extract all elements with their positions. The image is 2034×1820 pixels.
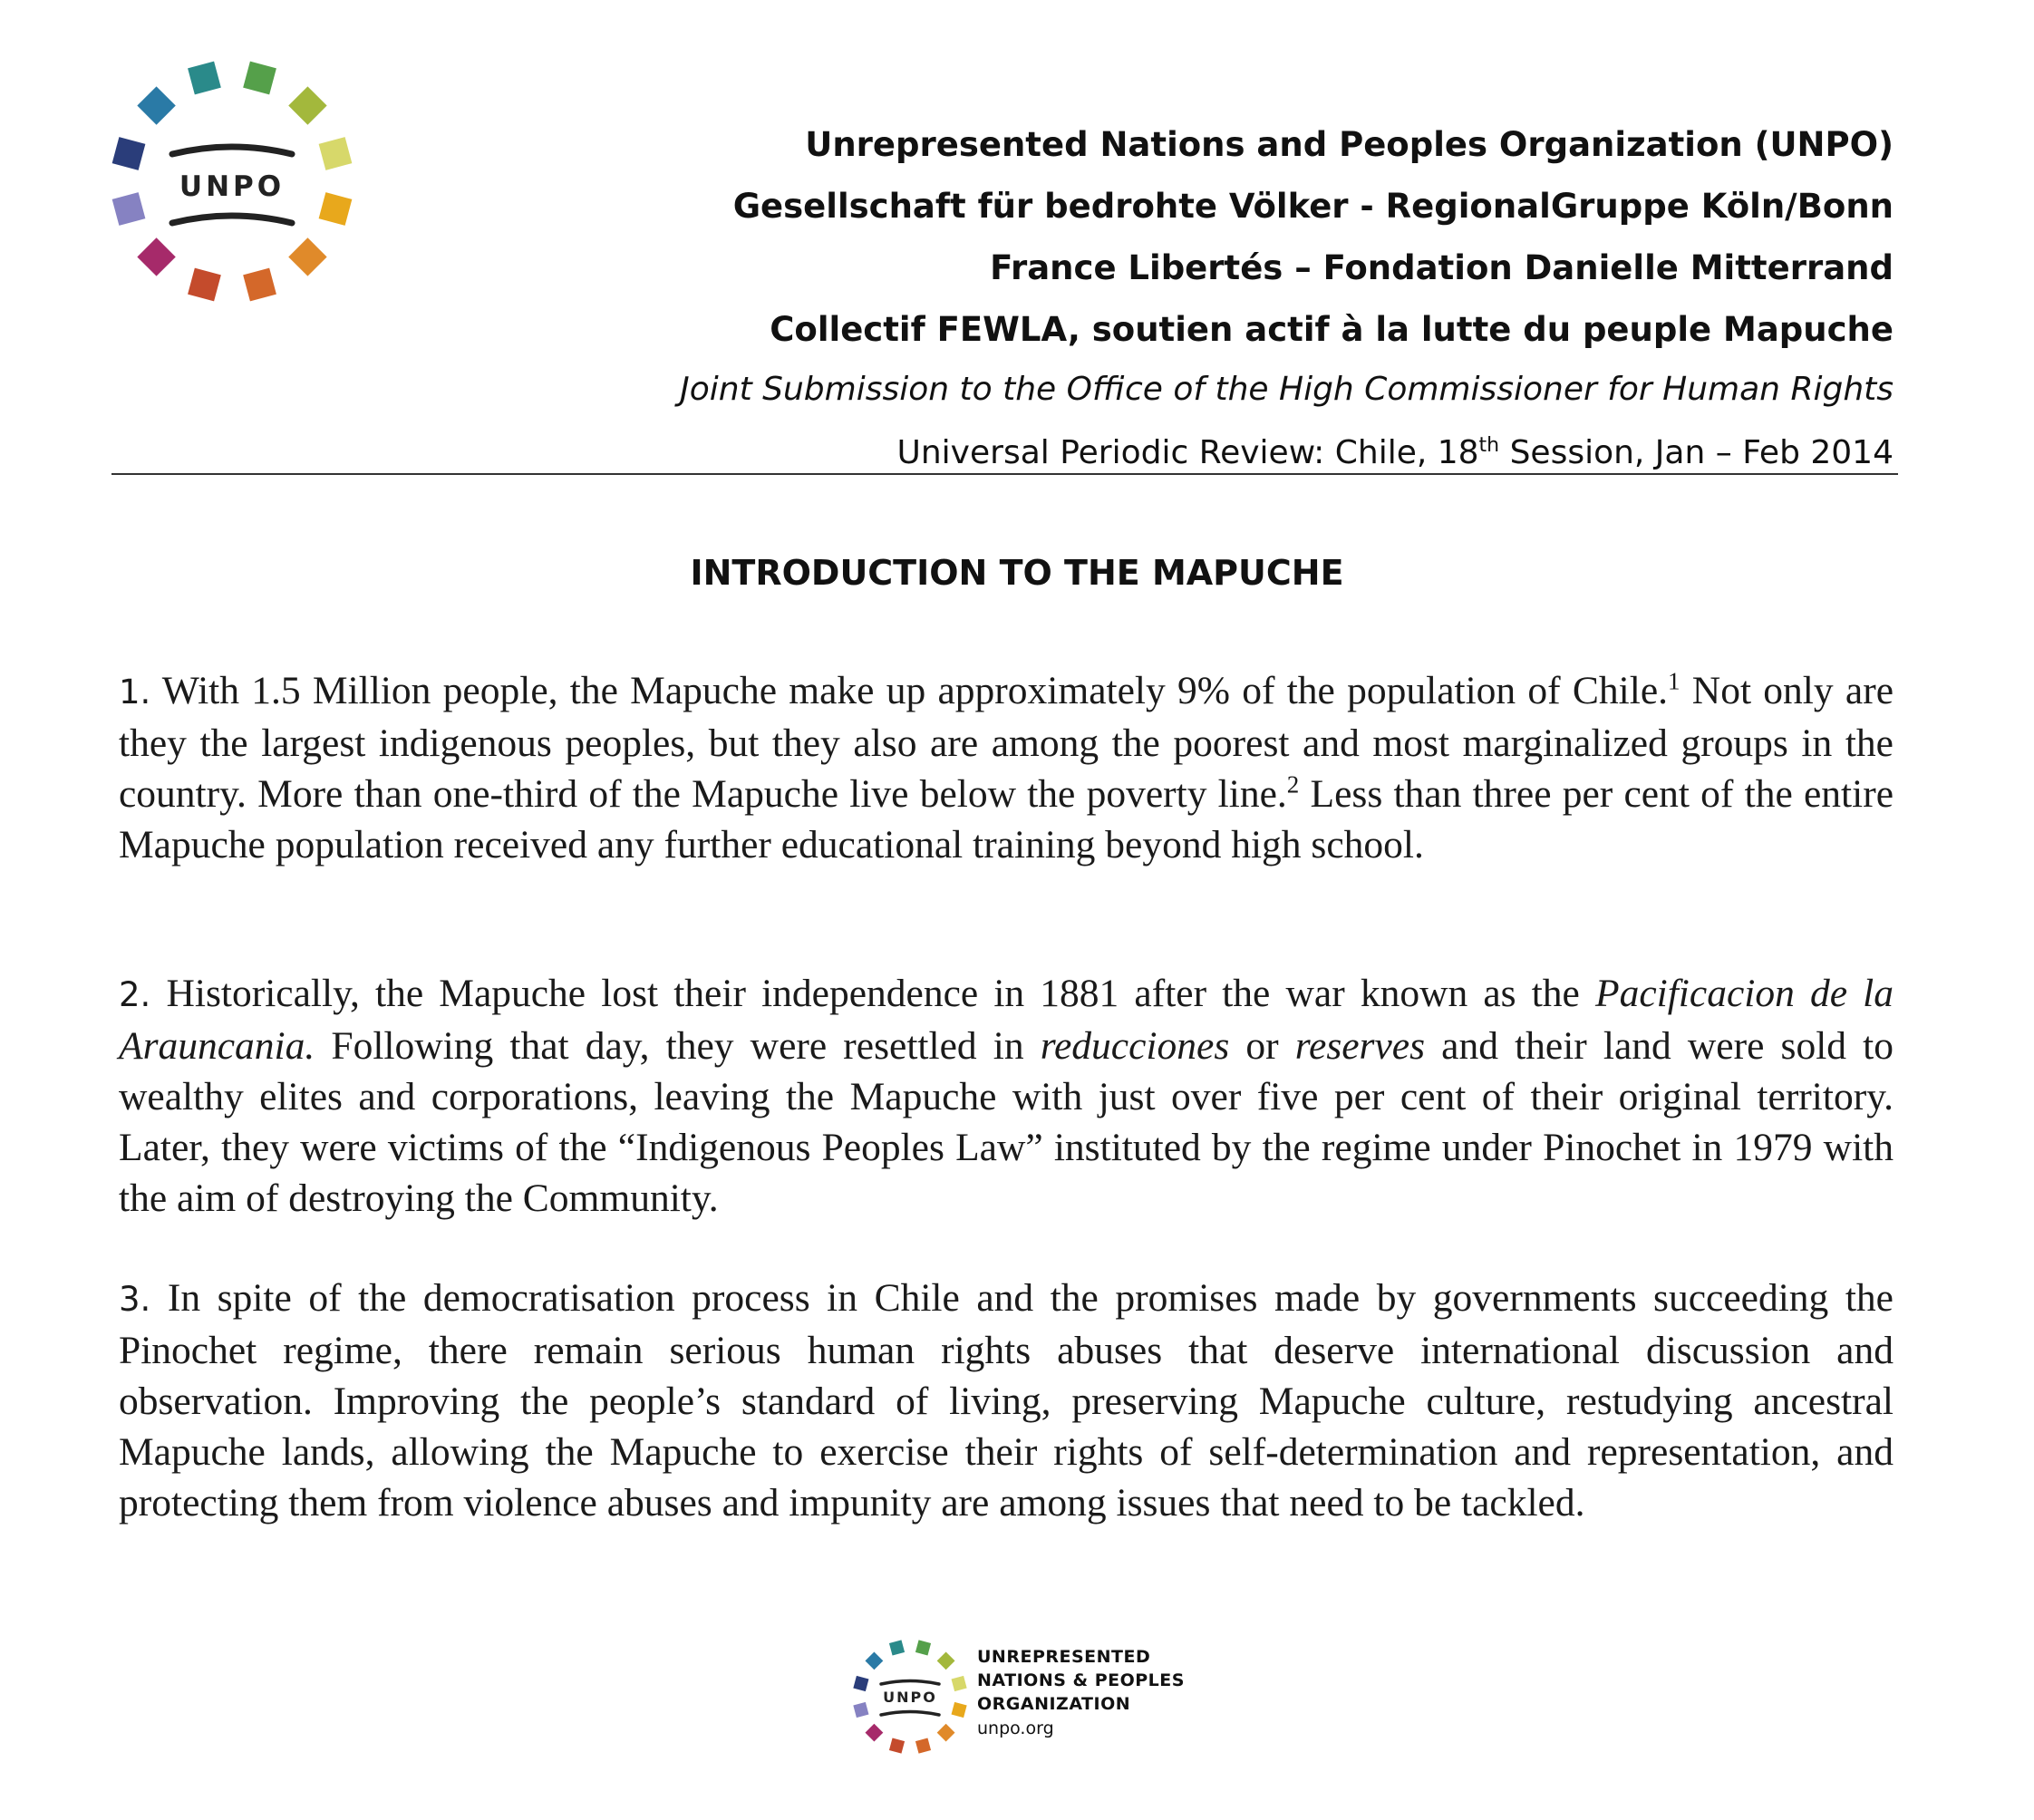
logo-ring-square bbox=[112, 192, 146, 226]
submission-line: Joint Submission to the Office of the High Commissioner for Human Rights bbox=[680, 371, 1894, 408]
logo-ring-square bbox=[937, 1652, 955, 1670]
unpo-logo bbox=[109, 56, 355, 310]
logo-ring-square bbox=[243, 62, 276, 95]
logo-ring-square bbox=[915, 1640, 931, 1655]
footnote-ref[interactable]: 1 bbox=[1668, 667, 1680, 695]
logo-ring-square bbox=[889, 1738, 905, 1754]
logo-ring-square bbox=[915, 1738, 931, 1754]
logo-ring-square bbox=[952, 1702, 967, 1718]
org-line: Collectif FEWLA, soutien actif à la lutte du peuple Mapuche bbox=[770, 310, 1894, 349]
footer-logo-ring bbox=[847, 1633, 973, 1760]
unpo-logo-ring bbox=[109, 56, 355, 310]
logo-ring-square bbox=[319, 192, 353, 226]
logo-ring-square bbox=[319, 137, 353, 170]
logo-ring-square bbox=[288, 237, 326, 276]
footer-unpo-logo bbox=[847, 1633, 973, 1760]
org-line: Gesellschaft für bedrohte Völker - RegionalGruppe Köln/Bonn bbox=[732, 187, 1894, 226]
paragraph-3: 3. In spite of the democratisation process in Chile and the promises made by governments succeeding the Pinochet regime, there remain serious human rights abuses that deserve international discussion and observation. Improving the people’s standard of living, preserving Mapuche culture, restudying ancestral Mapuche lands, allowing the Mapuche to exercise their rights of self-determination and representation, and protecting them from violence abuses and impunity are among issues that need to be tackled. bbox=[119, 1276, 1894, 1525]
logo-ring-square bbox=[137, 237, 175, 276]
footer-logo-wordmark: UNPO bbox=[883, 1689, 937, 1706]
paragraph-1: 1. With 1.5 Million people, the Mapuche make up approximately 9% of the population of Chile.$^1$ Not only are they the largest indigenous peoples, but they also are among the poorest and most marginalized groups in the country. More than one-third of the Mapuche live below the poverty line.$^2$ Less than three per cent of the entire Mapuche population received any further educational training beyond high school. bbox=[119, 667, 1894, 866]
header-divider bbox=[111, 473, 1898, 475]
logo-ring-square bbox=[288, 86, 326, 124]
logo-ring-square bbox=[952, 1676, 967, 1691]
logo-ring-square bbox=[866, 1652, 884, 1670]
document-header bbox=[534, 114, 1894, 480]
review-line: Universal Periodic Review: Chile, 18th Session, Jan – Feb 2014 bbox=[896, 434, 1894, 471]
logo-ring-square bbox=[889, 1640, 905, 1655]
section-title: INTRODUCTION TO THE MAPUCHE bbox=[690, 553, 1344, 593]
footnote-ref[interactable]: 2 bbox=[1286, 770, 1300, 799]
logo-ring-square bbox=[853, 1676, 868, 1691]
footer-url[interactable]: unpo.org bbox=[977, 1718, 1054, 1738]
logo-ring-square bbox=[243, 268, 276, 302]
logo-ring-square bbox=[853, 1702, 868, 1718]
logo-ring-square bbox=[112, 137, 146, 170]
logo-wordmark: UNPO bbox=[179, 170, 286, 203]
paragraph-2: 2. Historically, the Mapuche lost their independence in 1881 after the war known as the Pacificacion de la Arauncania. Following that day, they were resettled in reducciones or reserves and their land were sold to wealthy elites and corporations, leaving the Mapuche with just over five per cent of their original territory. Later, they were victims of the “Indigenous Peoples Law” instituted by the regime under Pinochet in 1979 with the aim of destroying the Community. bbox=[119, 972, 1894, 1220]
org-line: France Libertés – Fondation Danielle Mitterrand bbox=[990, 248, 1894, 287]
logo-ring-square bbox=[866, 1724, 884, 1742]
logo-ring-square bbox=[937, 1724, 955, 1742]
logo-ring-square bbox=[137, 86, 175, 124]
logo-ring-square bbox=[188, 268, 221, 302]
org-line: Unrepresented Nations and Peoples Organization (UNPO) bbox=[805, 125, 1894, 164]
logo-ring-square bbox=[188, 62, 221, 95]
footer-org-name: UNREPRESENTED NATIONS & PEOPLES ORGANIZATION unpo.org bbox=[977, 1645, 1185, 1741]
